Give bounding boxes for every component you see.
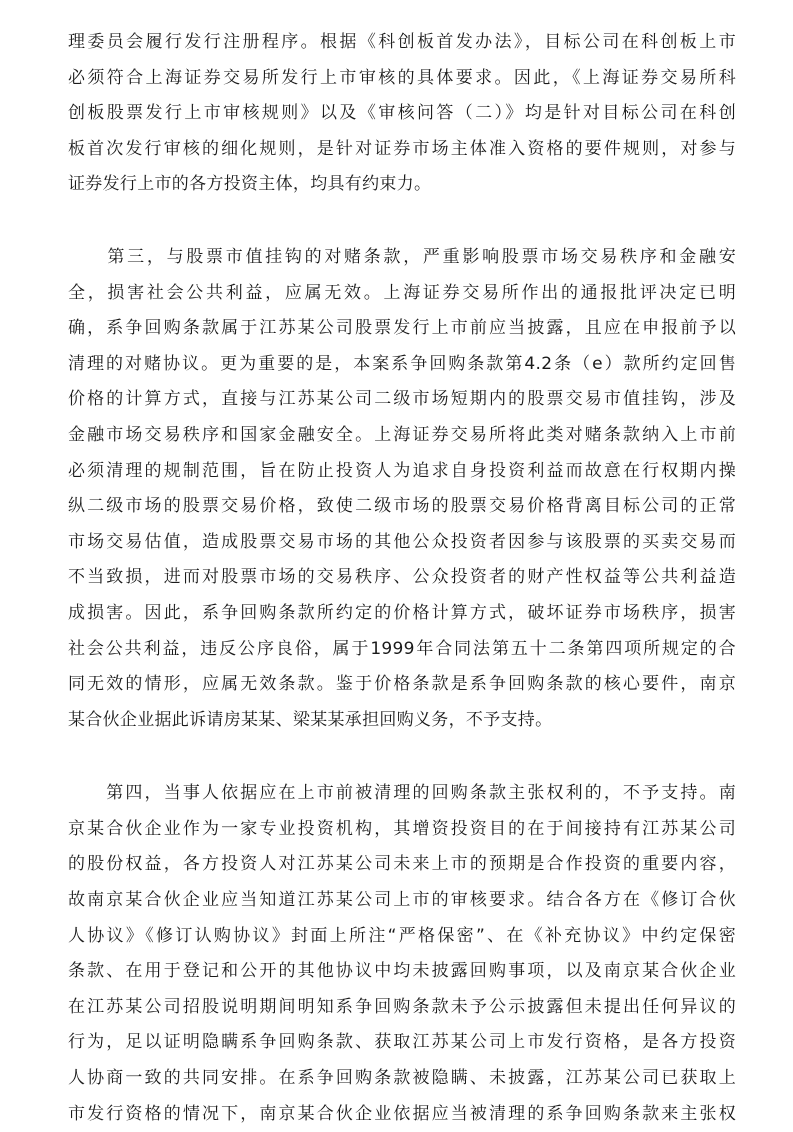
text-line: 人协商一致的共同安排。在系争回购条款被隐瞒、未披露，江苏某公司已获取上 (68, 1068, 736, 1089)
text-line: 理委员会履行发行注册程序。根据《科创板首发办法》，目标公司在科创板上市 (68, 32, 736, 52)
text-line: 全，损害社会公共利益，应属无效。上海证券交易所作出的通报批评决定已明 (68, 282, 736, 303)
text-line: 清理的对赌协议。更为重要的是，本案系争回购条款第4.2条（e）款所约定回售 (68, 353, 736, 374)
text-line: 确，系争回购条款属于江苏某公司股票发行上市前应当披露，且应在申报前予以 (68, 318, 736, 339)
text-line: 人协议》《修订认购协议》封面上所注“严格保密”、在《补充协议》中约定保密 (68, 925, 736, 946)
text-line: 行为，足以证明隐瞒系争回购条款、获取江苏某公司上市发行资格，是各方投资 (68, 1032, 736, 1053)
text-line: 不当致损，进而对股票市场的交易秩序、公众投资者的财产性权益等公共利益造 (68, 567, 736, 588)
text-line: 板首次发行审核的细化规则，是针对证券市场主体准入资格的要件规则，对参与 (68, 138, 736, 159)
text-line: 社会公共利益，违反公序良俗，属于1999年合同法第五十二条第四项所规定的合 (68, 638, 736, 659)
document-page (68, 25, 736, 1132)
text-line: 成损害。因此，系争回购条款所约定的价格计算方式，破坏证券市场秩序，损害 (68, 602, 736, 623)
paragraph-3 (68, 776, 736, 1132)
text-line: 纵二级市场的股票交易价格，致使二级市场的股票交易价格背离目标公司的正常 (68, 496, 736, 517)
text-line: 条款、在用于登记和公开的其他协议中均未披露回购事项，以及南京某合伙企业 (68, 961, 736, 982)
text-line: 某合伙企业据此诉请房某某、梁某某承担回购义务，不予支持。 (68, 709, 553, 730)
text-line: 在江苏某公司招股说明期间明知系争回购条款未予公示披露但未提出任何异议的 (68, 996, 736, 1017)
paragraph-1 (68, 25, 736, 203)
paragraph-spacer (68, 738, 736, 776)
text-line: 同无效的情形，应属无效条款。鉴于价格条款是系争回购条款的核心要件，南京 (68, 674, 736, 695)
text-line: 创板股票发行上市审核规则》以及《审核问答（二）》均是针对目标公司在科创 (68, 103, 736, 124)
text-line: 金融市场交易秩序和国家金融安全。上海证券交易所将此类对赌条款纳入上市前 (68, 424, 736, 445)
text-line: 市场交易估值，造成股票交易市场的其他公众投资者因参与该股票的买卖交易而 (68, 531, 736, 552)
text-line: 市发行资格的情况下，南京某合伙企业依据应当被清理的系争回购条款来主张权 (68, 1103, 736, 1124)
text-line: 京某合伙企业作为一家专业投资机构，其增资投资目的在于间接持有江苏某公司 (68, 818, 736, 839)
text-line: 必须清理的规制范围，旨在防止投资人为追求自身投资利益而故意在行权期内操 (68, 460, 736, 481)
text-line: 的股份权益，各方投资人对江苏某公司未来上市的预期是合作投资的重要内容， (68, 854, 736, 875)
text-line: 价格的计算方式，直接与江苏某公司二级市场短期内的股票交易市值挂钩，涉及 (68, 389, 736, 410)
paragraph-2 (68, 240, 736, 738)
text-line: 故南京某合伙企业应当知道江苏某公司上市的审核要求。结合各方在《修订合伙 (68, 890, 736, 911)
text-line: 第四，当事人依据应在上市前被清理的回购条款主张权利的，不予支持。南 (68, 783, 736, 804)
paragraph-spacer (68, 203, 736, 240)
text-line: 第三，与股票市值挂钩的对赌条款，严重影响股票市场交易秩序和金融安 (68, 246, 736, 267)
text-line: 证券发行上市的各方投资主体，均具有约束力。 (68, 174, 432, 195)
text-line: 必须符合上海证券交易所发行上市审核的具体要求。因此，《上海证券交易所科 (68, 67, 736, 88)
